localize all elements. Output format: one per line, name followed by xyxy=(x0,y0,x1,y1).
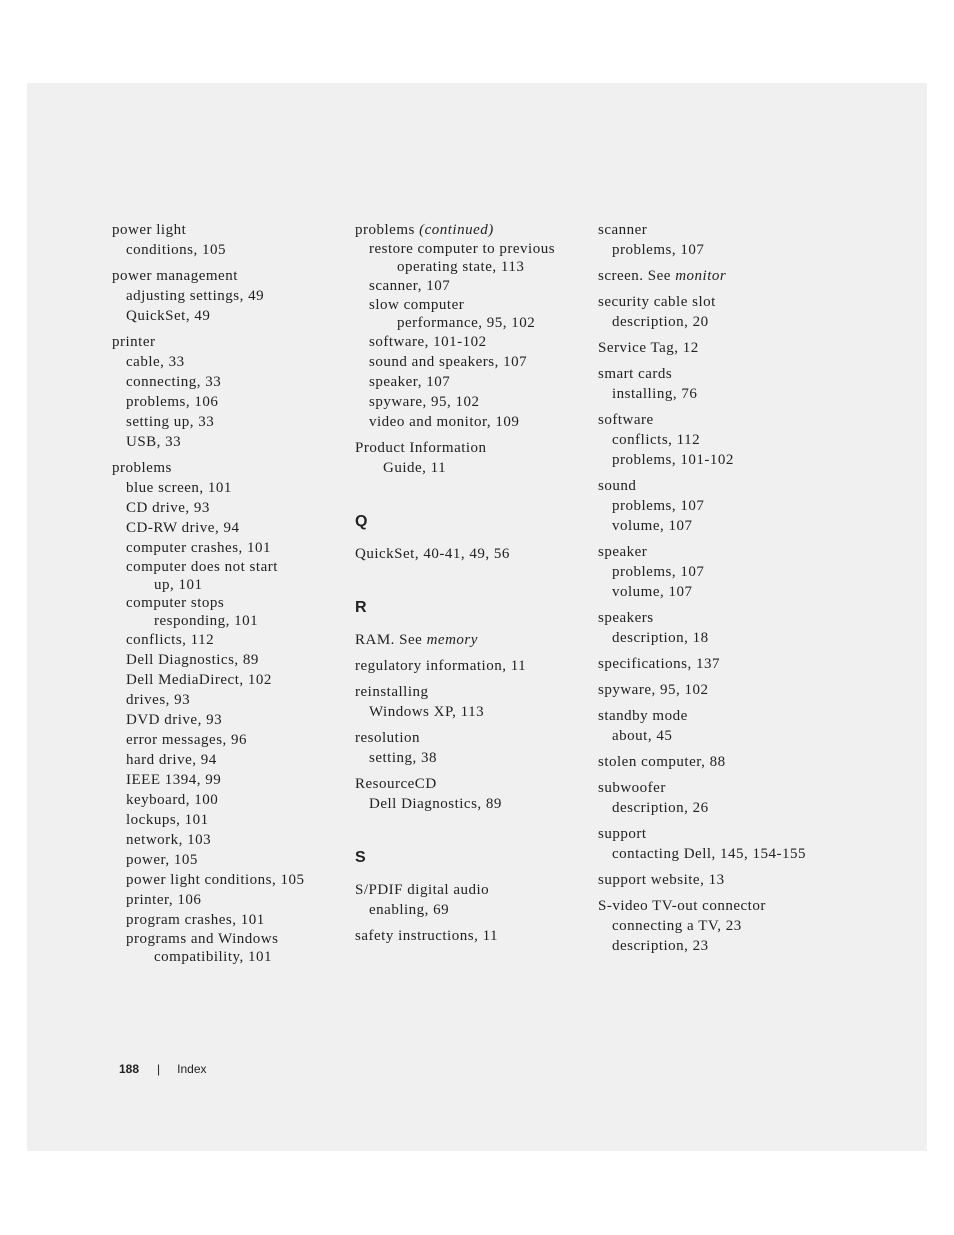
index-term: support website, 13 xyxy=(598,872,725,888)
index-subterm: Dell MediaDirect, 102 xyxy=(126,672,272,688)
index-entry xyxy=(355,220,585,432)
index-term: scanner xyxy=(598,222,648,238)
index-subterm-continuation: compatibility, 101 xyxy=(154,949,273,965)
index-subterm: spyware, 95, 102 xyxy=(369,394,480,410)
index-entry xyxy=(598,292,828,332)
index-subterm: scanner, 107 xyxy=(369,278,451,294)
index-entry xyxy=(355,880,585,920)
index-entry xyxy=(598,476,828,536)
index-subterm: connecting, 33 xyxy=(126,374,222,390)
index-subterm: connecting a TV, 23 xyxy=(612,918,742,934)
index-subterm: adjusting settings, 49 xyxy=(126,288,265,304)
index-entry xyxy=(355,728,585,768)
index-subterm: error messages, 96 xyxy=(126,732,248,748)
index-subterm: computer crashes, 101 xyxy=(126,540,272,556)
index-subterm: computer stops xyxy=(126,595,225,611)
index-entry xyxy=(112,266,342,326)
cross-reference: monitor xyxy=(675,268,727,284)
index-subterm: problems, 101-102 xyxy=(612,452,734,468)
index-column-2 xyxy=(355,220,585,952)
index-subterm: description, 23 xyxy=(612,938,709,954)
footer-section-title: Index xyxy=(177,1062,207,1076)
index-subterm: conflicts, 112 xyxy=(612,432,701,448)
index-entry xyxy=(598,706,828,746)
index-term: sound xyxy=(598,478,637,494)
index-subterm: power, 105 xyxy=(126,852,198,868)
index-term-text: RAM. See xyxy=(355,632,423,648)
section-heading-r: R xyxy=(355,599,367,616)
index-subterm: speaker, 107 xyxy=(369,374,451,390)
index-subterm: computer does not start xyxy=(126,559,278,575)
index-entry xyxy=(355,656,585,676)
index-term: support xyxy=(598,826,647,842)
index-subterm: conditions, 105 xyxy=(126,242,226,258)
index-subterm: contacting Dell, 145, 154-155 xyxy=(612,846,807,862)
index-term: problems xyxy=(112,460,172,476)
index-subterm: problems, 106 xyxy=(126,394,219,410)
index-entry xyxy=(598,654,828,674)
index-subterm: Dell Diagnostics, 89 xyxy=(369,796,502,812)
index-subterm: lockups, 101 xyxy=(126,812,209,828)
index-page xyxy=(27,83,927,1151)
index-entry xyxy=(598,220,828,260)
index-subterm: blue screen, 101 xyxy=(126,480,232,496)
index-entry xyxy=(355,544,585,564)
index-term-text: problems xyxy=(355,222,415,238)
index-subterm: Dell Diagnostics, 89 xyxy=(126,652,259,668)
index-subterm: video and monitor, 109 xyxy=(369,414,520,430)
index-subterm: installing, 76 xyxy=(612,386,698,402)
index-entry xyxy=(112,220,342,260)
index-term: power management xyxy=(112,268,238,284)
index-term-continuation: Guide, 11 xyxy=(383,460,447,476)
index-term: reinstalling xyxy=(355,684,429,700)
index-term: power light xyxy=(112,222,187,238)
index-entry xyxy=(598,266,828,286)
index-subterm: network, 103 xyxy=(126,832,212,848)
index-subterm: DVD drive, 93 xyxy=(126,712,223,728)
index-entry xyxy=(598,824,828,864)
index-term: Service Tag, 12 xyxy=(598,340,699,356)
index-term: regulatory information, 11 xyxy=(355,658,527,674)
index-term: standby mode xyxy=(598,708,688,724)
index-term: software xyxy=(598,412,654,428)
index-subterm: QuickSet, 49 xyxy=(126,308,211,324)
index-column-1 xyxy=(112,220,342,972)
index-term: S/PDIF digital audio xyxy=(355,882,490,898)
index-subterm: CD drive, 93 xyxy=(126,500,210,516)
index-subterm-continuation: up, 101 xyxy=(154,577,203,593)
index-term: spyware, 95, 102 xyxy=(598,682,709,698)
index-entry xyxy=(598,608,828,648)
index-subterm: power light conditions, 105 xyxy=(126,872,305,888)
index-subterm: keyboard, 100 xyxy=(126,792,219,808)
cross-reference: memory xyxy=(426,632,478,648)
footer-separator: | xyxy=(157,1062,161,1076)
index-subterm: volume, 107 xyxy=(612,518,693,534)
index-term: QuickSet, 40-41, 49, 56 xyxy=(355,546,510,562)
index-subterm: slow computer xyxy=(369,297,465,313)
index-subterm: description, 26 xyxy=(612,800,709,816)
index-term: speakers xyxy=(598,610,654,626)
index-subterm: enabling, 69 xyxy=(369,902,450,918)
index-subterm: USB, 33 xyxy=(126,434,182,450)
index-entry xyxy=(598,752,828,772)
index-subterm: restore computer to previous xyxy=(369,241,556,257)
index-entry xyxy=(598,896,828,956)
index-subterm: conflicts, 112 xyxy=(126,632,215,648)
index-subterm: programs and Windows xyxy=(126,931,279,947)
index-term: resolution xyxy=(355,730,420,746)
index-entry xyxy=(355,926,585,946)
index-term xyxy=(598,266,828,286)
index-entry xyxy=(598,542,828,602)
index-subterm: software, 101-102 xyxy=(369,334,487,350)
page-footer xyxy=(119,1062,207,1076)
index-subterm: hard drive, 94 xyxy=(126,752,217,768)
index-subterm: cable, 33 xyxy=(126,354,185,370)
index-entry xyxy=(598,338,828,358)
section-heading-s: S xyxy=(355,849,366,866)
index-term: smart cards xyxy=(598,366,673,382)
index-term-text: screen. See xyxy=(598,268,671,284)
index-entry xyxy=(112,458,342,966)
index-subterm: problems, 107 xyxy=(612,242,705,258)
index-subterm: printer, 106 xyxy=(126,892,202,908)
index-entry xyxy=(598,778,828,818)
index-subterm: volume, 107 xyxy=(612,584,693,600)
index-term: safety instructions, 11 xyxy=(355,928,499,944)
index-term: security cable slot xyxy=(598,294,716,310)
index-entry xyxy=(355,774,585,814)
index-subterm: sound and speakers, 107 xyxy=(369,354,528,370)
index-term xyxy=(355,630,585,650)
index-term: ResourceCD xyxy=(355,776,437,792)
index-subterm-continuation: responding, 101 xyxy=(154,613,259,629)
index-entry xyxy=(112,332,342,452)
index-column-3 xyxy=(598,220,828,962)
index-subterm: problems, 107 xyxy=(612,498,705,514)
index-term: Product Information xyxy=(355,440,487,456)
page-number: 188 xyxy=(119,1062,140,1076)
index-subterm: setting up, 33 xyxy=(126,414,215,430)
index-subterm: program crashes, 101 xyxy=(126,912,265,928)
index-term: subwoofer xyxy=(598,780,666,796)
index-entry xyxy=(355,438,585,478)
index-subterm: IEEE 1394, 99 xyxy=(126,772,222,788)
index-entry xyxy=(355,630,585,650)
index-subterm: drives, 93 xyxy=(126,692,191,708)
index-subterm: about, 45 xyxy=(612,728,673,744)
index-term: printer xyxy=(112,334,156,350)
index-subterm: description, 20 xyxy=(612,314,709,330)
section-heading-q: Q xyxy=(355,513,368,530)
index-entry xyxy=(355,682,585,722)
index-subterm: Windows XP, 113 xyxy=(369,704,485,720)
index-term: stolen computer, 88 xyxy=(598,754,726,770)
index-term: speaker xyxy=(598,544,648,560)
index-subterm: problems, 107 xyxy=(612,564,705,580)
index-subterm: CD-RW drive, 94 xyxy=(126,520,240,536)
continued-label: (continued) xyxy=(419,222,494,238)
index-subterm-continuation: operating state, 113 xyxy=(397,259,525,275)
index-subterm: setting, 38 xyxy=(369,750,437,766)
index-term xyxy=(355,220,585,240)
index-term: specifications, 137 xyxy=(598,656,720,672)
index-entry xyxy=(598,680,828,700)
index-subterm: description, 18 xyxy=(612,630,709,646)
index-entry xyxy=(598,364,828,404)
index-entry xyxy=(598,410,828,470)
index-term: S-video TV-out connector xyxy=(598,898,766,914)
index-entry xyxy=(598,870,828,890)
index-subterm-continuation: performance, 95, 102 xyxy=(397,315,536,331)
